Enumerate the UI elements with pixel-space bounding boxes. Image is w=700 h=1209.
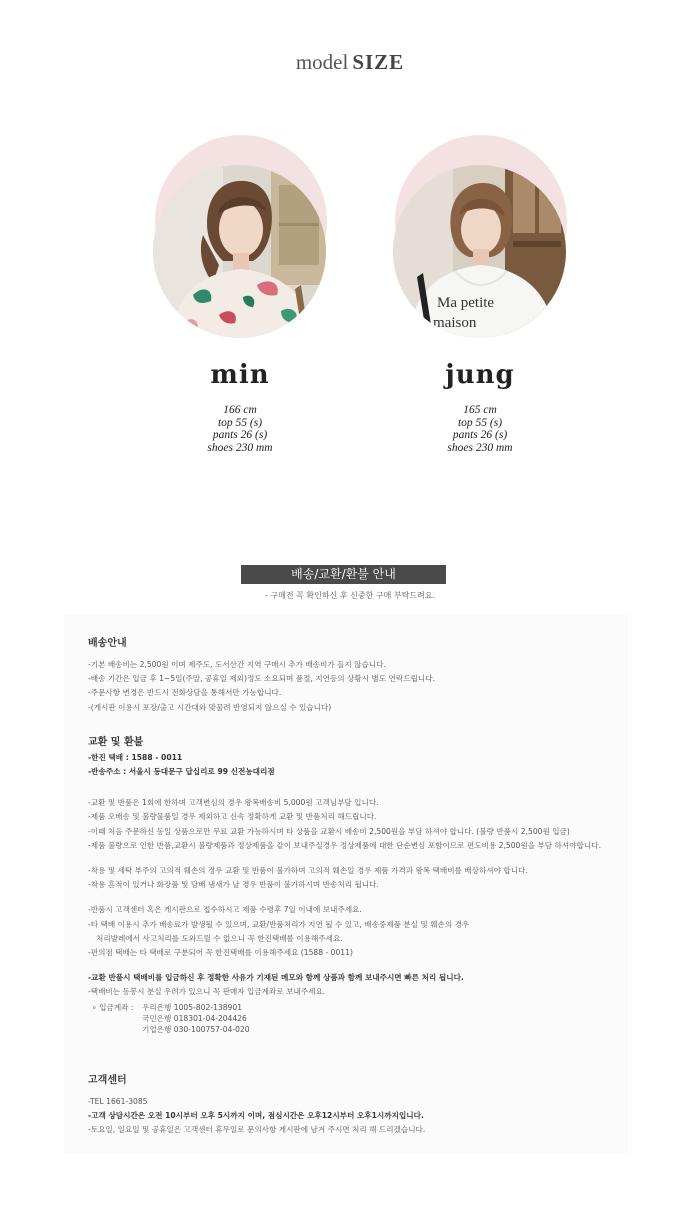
customer-center-hours: -고객 상담시간은 오전 10시부터 오후 5시까지 이며, 점심시간은 오후12시부터 오후1시까지입니다. — [88, 1110, 424, 1120]
page-title-bold: SIZE — [352, 50, 405, 74]
model-photo-min-illustration — [153, 165, 326, 338]
exchange-return-address: -반송주소 : 서울시 동대문구 답십리로 99 신전농대리점 — [88, 767, 275, 777]
model-name-jung: jung — [445, 360, 515, 390]
customer-center-title: 고객센터 — [88, 1074, 127, 1086]
model-card-jung — [380, 132, 580, 454]
info-subtitle: - 구매전 꼭 확인하신 후 신중한 구매 부탁드려요. — [264, 591, 436, 600]
shipping-section-title: 배송안내 — [88, 638, 127, 649]
exchange-line: -반품시 고객센터 혹은 게시판으로 접수하시고 제품 수령후 7일 이내에 보내주세요. — [88, 905, 362, 915]
exchange-line: -착용 흔적이 있거나 화장품 및 담배 냄새가 날 경우 반품이 불가하시며 반송처리 됩니다. — [88, 880, 379, 890]
model-height: 165 cm — [463, 404, 497, 416]
model-height: 166 cm — [223, 404, 257, 416]
shipping-line: -주문사항 변경은 반드시 전화상담을 통해서만 가능합니다. — [88, 688, 282, 698]
bank-account: 우리은행 1005-802-138901 — [142, 1002, 243, 1012]
model-photo-jung — [393, 165, 566, 338]
bank-accounts — [88, 1002, 648, 1035]
exchange-line: 처리발레에서 사고처리를 도와드릴 수 없으니 꼭 한진택배를 이용해주세요. — [96, 933, 343, 943]
policy-content — [88, 636, 648, 1137]
bank-account-label: ∘ 입금계좌 : — [92, 1002, 134, 1012]
exchange-line: -제품 오배송 및 불량물품일 경우 제외하고 신속 정확하게 교환 및 반품처리 해드립니다. — [88, 812, 377, 822]
model-photo-min — [153, 165, 326, 338]
shirt-print-line-2: maison — [433, 315, 477, 331]
model-pants-size: pants 26 (s) — [452, 429, 508, 441]
shipping-line: -기본 배송비는 2,500원 이며 제주도, 도서산간 지역 구매시 추가 배송비가 들지 않습니다. — [88, 660, 386, 669]
model-specs-min — [140, 404, 340, 454]
customer-center-holiday: -토요일, 일요일 및 공휴일은 고객센터 휴무일로 문의사항 게시판에 남겨 주시면 처리 해 드리겠습니다. — [88, 1125, 426, 1135]
exchange-line: -이때 처음 주문하신 동일 상품으로만 무료 교환 가능하시며 타 상품을 교환시 배송비 2,500원을 부담 하셔야 합니다. (불량 반품시 2,500원 입금) — [88, 826, 570, 836]
shipping-line: -(게시판 이용시 포장/출고 시간대와 맞물려 반영되지 않으실 수 있습니다) — [88, 702, 332, 712]
customer-center-phone: -TEL 1661-3085 — [88, 1096, 148, 1106]
exchange-line: -제품 불량으로 인한 반품,교환시 불량제품과 정상제품을 같이 보내주실경우 정상제품에 대한 단순변심 포함이므로 편도비용 2,500원을 부담 하셔야합니다. — [88, 840, 601, 850]
model-photo-frame — [145, 132, 335, 342]
model-photo-frame — [385, 132, 575, 342]
exchange-line: -착용 및 세탁 부주의 고의적 훼손의 경우 교환 및 반품이 불가하며 고의적 훼손일 경우 제품 가격과 왕복 택배비를 배상하셔야 합니다. — [88, 866, 528, 876]
model-top-size: top 55 (s) — [217, 416, 263, 429]
model-top-size: top 55 (s) — [457, 416, 503, 429]
model-shoe-size: shoes 230 mm — [447, 441, 513, 454]
bank-account: 국민은행 018301-04-204426 — [142, 1013, 247, 1023]
shipping-exchange-refund-banner: 배송/교환/환불 안내 — [241, 565, 446, 584]
model-pants-size: pants 26 (s) — [212, 429, 268, 441]
exchange-important-line: -교환 반품시 택배비를 입금하신 후 정확한 사유가 기재된 메모와 함께 상품과 함께 보내주시면 빠른 처리 됩니다. — [88, 973, 464, 983]
exchange-contact-line: -한진 택배 : 1588 - 0011 — [88, 752, 183, 762]
model-card-min — [140, 132, 340, 454]
page-title — [0, 50, 700, 75]
exchange-line: -타 택배 이용시 추가 배송료가 발생될 수 있으며, 교환/반품처리가 지연 될 수 있고, 배송중제품 분실 및 훼손의 경우 — [88, 919, 470, 929]
exchange-line: -택배비는 동봉시 분실 우려가 있으니 꼭 판매자 입금계좌로 보내주세요. — [88, 987, 326, 997]
shirt-print-line-1: Ma petite — [437, 295, 495, 311]
exchange-line: -편의점 택배는 타 택배로 구분되어 꼭 한진택배를 이용해주세요 (1588 - 0011) — [88, 948, 353, 958]
model-photo-jung-illustration — [393, 165, 566, 338]
exchange-line: -교환 및 반품은 1회에 한하며 고객변심의 경우 왕복배송비 5,000원 고객님부담 입니다. — [88, 798, 379, 808]
exchange-section-title: 교환 및 환불 — [88, 736, 144, 748]
model-shoe-size: shoes 230 mm — [207, 441, 273, 454]
shipping-line: -배송 기간은 입금 후 1~5일(주말, 공휴일 제외)정도 소요되며 품절, 지연등의 상황시 별도 연락드립니다. — [88, 674, 435, 684]
page-title-light: model — [295, 50, 349, 74]
bank-account: 기업은행 030-100757-04-020 — [142, 1024, 250, 1034]
model-specs-jung — [380, 404, 580, 454]
model-name-min: min — [210, 360, 270, 390]
